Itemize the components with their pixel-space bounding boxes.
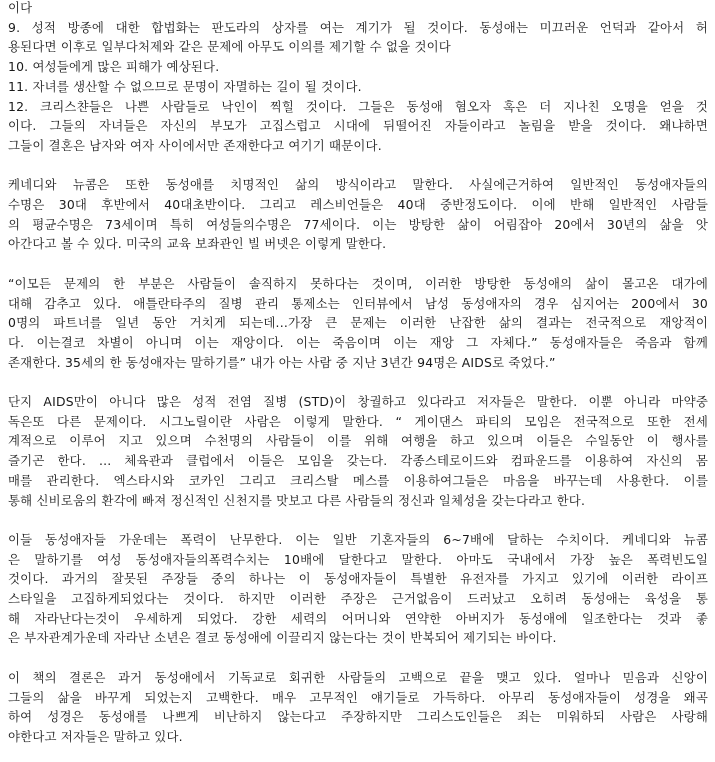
paragraph-gap	[8, 156, 708, 176]
article-body	[8, 0, 708, 747]
text-line: 해 자라난다는것이 우세하게 되었다. 강한 세력의 어머니와 연약한 아버지가 동성애에 일조한다는 것과 좋	[8, 610, 708, 626]
text-line: 그들의 삶을 바꾸게 되었는지 고백한다. 매우 고무적인 얘기들로 가득하다. 아무리 동성애자들이 성경을 왜곡	[8, 689, 708, 705]
text-line: 독은또 다른 문제이다. 시그노릴이란 사람은 이렇게 말한다. “ 게이댄스 파티의 모임은 전국적으로 또한 전세	[8, 413, 708, 429]
text-line: 0명의 파트너를 일년 동안 거치게 되는데...가장 큰 문제는 이러한 난잡한 삶의 결과는 전국적으로 재앙적이	[8, 315, 708, 331]
text-line: 케네디와 뉴콤은 또한 동성애를 치명적인 삶의 방식이라고 말한다. 사실에근거하여 일반적인 동성애자들의	[8, 177, 708, 193]
paragraph-quote	[8, 274, 708, 373]
paragraph-gap	[8, 372, 708, 392]
text-line: 다. 이는결코 차별이 아니며 이는 재앙이다. 이는 죽음이며 이는 재앙 그 자체다.” 동성애자들은 죽음과 함께	[8, 334, 708, 350]
text-line: 계적으로 이루어 지고 있으며 수천명의 사람들이 이를 위해 여행을 하고 있으며 이들은 수일동안 이 행사를	[8, 433, 708, 449]
paragraph-gap	[8, 510, 708, 530]
text-line: 11. 자녀를 생산할 수 없으므로 문명이 자멸하는 길이 될 것이다.	[8, 78, 362, 94]
paragraph-list-points	[8, 0, 708, 156]
text-line: 은 부자관계가운데 자라난 소년은 결코 동성애에 이끌리지 않는다는 것이 반복되어 제기되는 바이다.	[8, 630, 557, 646]
text-line: 9. 성적 방종에 대한 합법화는 판도라의 상자를 여는 계기가 될 것이다. 동성애는 미끄러운 언덕과 같아서 허	[8, 19, 708, 35]
text-line: 그들이 결혼은 남자와 여자 사이에서만 존재한다고 여기기 때문이다.	[8, 137, 382, 153]
text-line: “이모든 문제의 한 부분은 사람들이 솔직하지 못하다는 것이며, 이러한 방탕한 동성애의 삶이 몰고온 대가에	[8, 275, 708, 291]
text-line: 의 평균수명은 73세이며 특히 여성들의수명은 77세이다. 이는 방탕한 삶이 어림잡아 20에서 30년의 삶을 앗	[8, 216, 708, 232]
text-line: 12. 크리스챤들은 나쁜 사람들로 낙인이 찍힐 것이다. 그들은 동성애 혐오자 혹은 더 지나친 오명을 얻을 것	[8, 98, 708, 114]
text-line: 매를 관리한다. 엑스타시와 코카인 그리고 크리스탈 메스를 이용하여그들은 마음을 바꾸는데 사용한다. 이를	[8, 472, 708, 488]
paragraph-diseases	[8, 392, 708, 510]
text-line: 이다. 그들의 자녀들은 자신의 부모가 고집스럽고 시대에 뒤떨어진 자들이라고 놀림을 받을 것이다. 왜냐하면	[8, 118, 708, 134]
text-line: 스타일을 고집하게되었다는 것이다. 하지만 이러한 주장은 근거없음이 드러났고 오히려 동성애는 육성을 통	[8, 591, 708, 607]
text-line: 존재한다. 35세의 한 동성애자는 말하기를” 내가 아는 사람 중 지난 3년간 94명은 AIDS로 죽었다.”	[8, 354, 556, 370]
text-line: 것이다. 과거의 잘못된 주장들 중의 하나는 이 동성애자들이 특별한 유전자를 가지고 있기에 이러한 라이프	[8, 571, 708, 587]
text-line: 대해 감추고 있다. 애틀란타주의 질병 관리 통제소는 인터뷰에서 남성 동성애자의 경우 심지어는 200에서 30	[8, 295, 708, 311]
text-line: 이다	[8, 0, 33, 15]
text-line: 즐기곤 한다. ... 체육관과 클럽에서 이들은 모임을 갖는다. 각종스테로이드와 컴파운드를 이용하여 자신의 몸	[8, 453, 708, 469]
paragraph-gap	[8, 648, 708, 668]
text-line: 통해 신비로움의 환각에 빠져 정신적인 신천지를 맛보고 다른 사람들의 정신과 일체성을 갖는다라고 한다.	[8, 492, 586, 508]
text-line: 이들 동성애자들 가운데는 폭력이 난무한다. 이는 일반 기혼자들의 6~7배에 달하는 수치이다. 케네디와 뉴콤	[8, 531, 708, 547]
paragraph-violence	[8, 530, 708, 648]
text-line: 은 말하기를 여성 동성애자들의폭력수치는 10배에 달한다고 말한다. 아마도 국내에서 가장 높은 폭력빈도일	[8, 551, 708, 567]
text-line: 야한다고 저자들은 말하고 있다.	[8, 728, 183, 744]
paragraph-gap	[8, 254, 708, 274]
text-line: 하여 성경은 동성애를 나쁘게 비난하지 않는다고 주장하지만 그리스도인들은 죄는 미워하되 사람은 사랑해	[8, 709, 708, 725]
text-line: 아간다고 볼 수 있다. 미국의 교육 보좌관인 빌 버넷은 이렇게 말한다.	[8, 236, 387, 252]
text-line: 단지 AIDS만이 아니다 많은 성적 전염 질병 (STD)이 창궐하고 있다라고 저자들은 말한다. 이뿐 아니라 마약중	[8, 394, 708, 410]
text-line: 이 책의 결론은 과거 동성애에서 기독교로 회귀한 사람들의 고백으로 끝을 맺고 있다. 얼마나 믿음과 신앙이	[8, 669, 708, 685]
text-line: 용된다면 이후로 일부다처제와 같은 문제에 아무도 이의를 제기할 수 없을 것이다	[8, 39, 451, 55]
text-line: 수명은 30대 후반에서 40대초반이다. 그리고 레스비언들은 40대 중반정도이다. 이에 반해 일반적인 사람들	[8, 197, 708, 213]
paragraph-conclusion	[8, 668, 708, 747]
text-line: 10. 여성들에게 많은 피해가 예상된다.	[8, 59, 220, 75]
paragraph-lifespan	[8, 175, 708, 254]
